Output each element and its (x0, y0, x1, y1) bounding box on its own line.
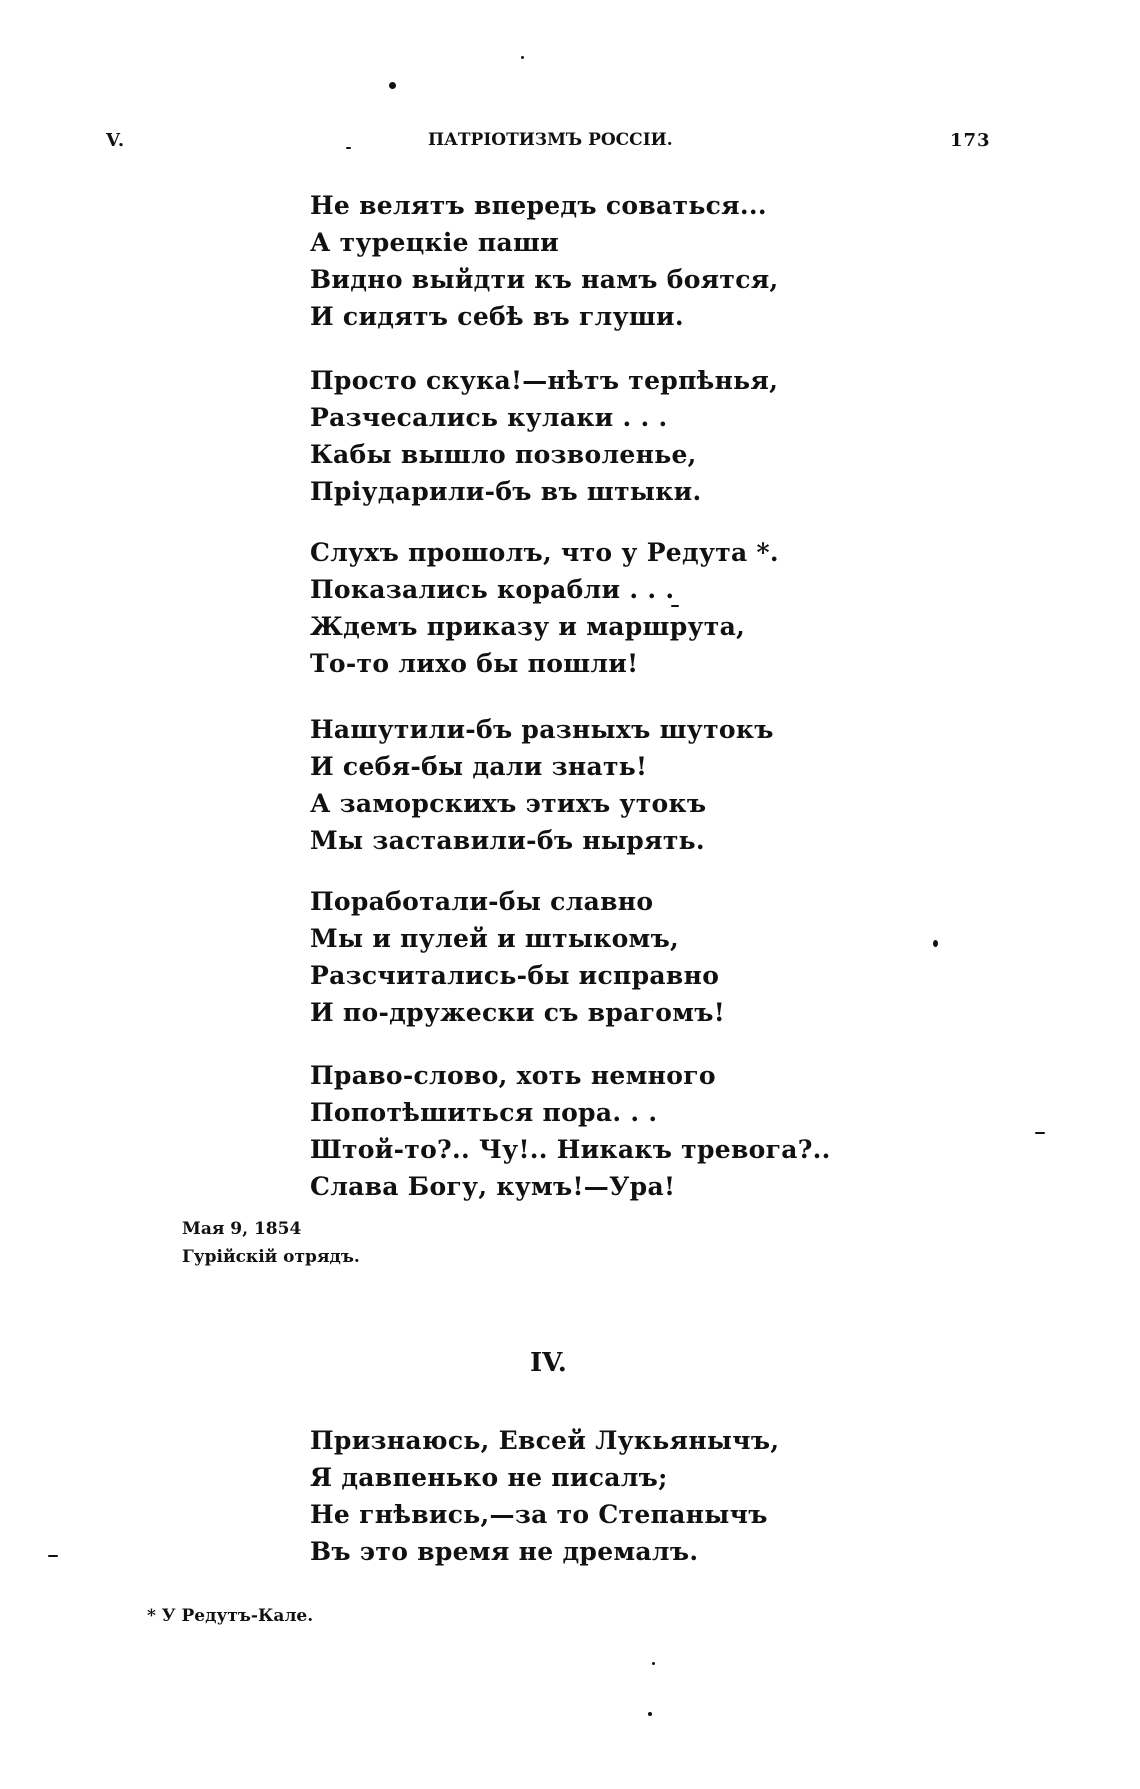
stanza-5 (310, 883, 725, 1031)
footnote: * У Редутъ-Кале. (147, 1606, 314, 1626)
verse-line: Не гнѣвись,—за то Степанычъ (310, 1500, 768, 1529)
verse-line: Разчесались кулаки . . . (310, 403, 668, 432)
verse-line: Показались корабли . . . (310, 575, 675, 604)
signature-date: Мая 9, 1854 (182, 1219, 302, 1239)
verse-line: Нашутили-бъ разныхъ шутокъ (310, 715, 774, 744)
scan-speck (389, 82, 396, 89)
verse-line: Мы заставили-бъ нырять. (310, 826, 705, 855)
verse-line: Слухъ прошолъ, что у Редута *. (310, 538, 779, 567)
verse-line: Разсчитались-бы исправно (310, 961, 720, 990)
verse-line: Я давпенько не писалъ; (310, 1463, 668, 1492)
verse-line: Ждемъ приказу и маршрута, (310, 612, 746, 641)
verse-line: А турецкіе паши (310, 228, 559, 257)
scan-speck (652, 1662, 655, 1665)
verse-line: Не велятъ впередъ соваться... (310, 191, 767, 220)
verse-line: Слава Богу, кумъ!—Ура! (310, 1172, 676, 1201)
stanza-1 (310, 187, 779, 335)
verse-line: Въ это время не дремалъ. (310, 1537, 699, 1566)
header-section-numeral: V. (106, 130, 126, 151)
scan-speck (671, 605, 679, 607)
verse-line: Попотѣшиться пора. . . (310, 1098, 658, 1127)
signature-unit: Гурійскій отрядъ. (182, 1247, 360, 1267)
section-heading: IV. (530, 1348, 567, 1378)
verse-line: И по-дружески съ врагомъ! (310, 998, 726, 1027)
scan-speck (648, 1712, 652, 1716)
verse-line: Право-слово, хоть немного (310, 1061, 716, 1090)
verse-line: И сидятъ себѣ въ глуши. (310, 302, 684, 331)
scan-speck (933, 940, 938, 947)
verse-line: Мы и пулей и штыкомъ, (310, 924, 680, 953)
verse-line: Признаюсь, Евсей Лукьянычъ, (310, 1426, 780, 1455)
verse-line: А заморскихъ этихъ утокъ (310, 789, 707, 818)
verse-line: Кабы вышло позволенье, (310, 440, 697, 469)
verse-line: Поработали-бы славно (310, 887, 654, 916)
scan-speck (48, 1555, 58, 1557)
verse-line: То-то лихо бы пошли! (310, 649, 639, 678)
stanza-4 (310, 711, 774, 859)
page-number: 173 (950, 130, 991, 151)
stanza-2 (310, 362, 778, 510)
scan-speck (346, 147, 351, 149)
stanza-6 (310, 1057, 831, 1205)
stanza-3 (310, 534, 779, 682)
verse-line: Видно выйдти къ намъ боятся, (310, 265, 779, 294)
verse-line: Просто скука!—нѣтъ терпѣнья, (310, 366, 779, 395)
scan-speck (521, 56, 524, 59)
verse-line: Штой-то?.. Чу!.. Никакъ тревога?.. (310, 1135, 831, 1164)
stanza-iv-1 (310, 1422, 779, 1570)
running-title: ПАТРІОТИЗМЪ РОССІИ. (428, 130, 673, 150)
verse-line: Пріударили-бъ въ штыки. (310, 477, 702, 506)
verse-line: И себя-бы дали знать! (310, 752, 648, 781)
scan-speck (1035, 1132, 1045, 1134)
